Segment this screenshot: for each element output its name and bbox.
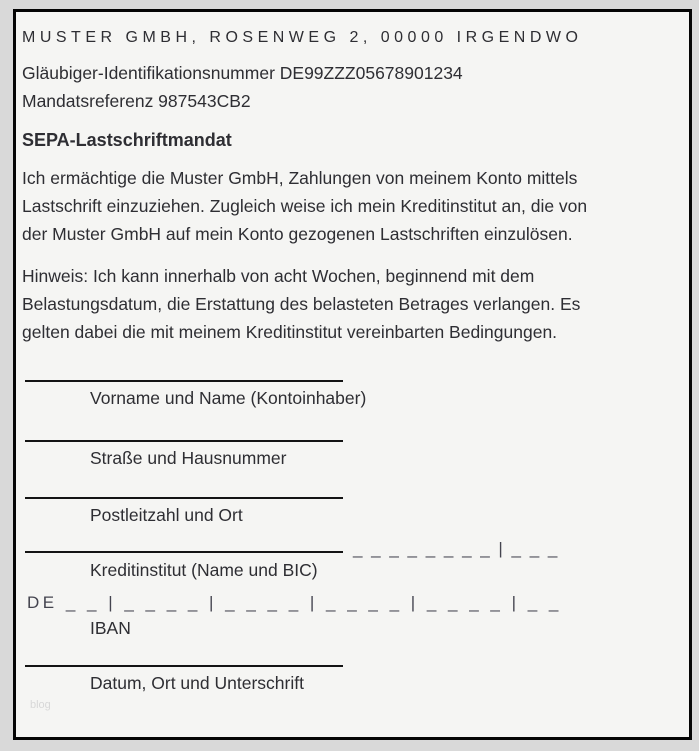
field-account-holder: [22, 380, 671, 412]
document-title: SEPA-Lastschriftmandat: [22, 130, 232, 150]
creditor-id-line: Gläubiger-Identifikationsnummer DE99ZZZ05678901234: [22, 63, 463, 83]
text-line: Lastschrift einzuziehen. Zugleich weise ich mein Kreditinstitut an, die von: [22, 196, 588, 216]
fill-in-line: [25, 380, 343, 382]
field-iban: [22, 591, 671, 641]
fill-in-line: [25, 665, 343, 667]
watermark: blog: [30, 699, 51, 711]
text-line: Ich ermächtige die Muster GmbH, Zahlungen von meinem Konto mittels: [22, 168, 578, 188]
fill-in-line: [25, 551, 343, 553]
text-line: der Muster GmbH auf mein Konto gezogenen Lastschriften einzulösen.: [22, 224, 573, 244]
creditor-address-line: MUSTER GMBH, ROSENWEG 2, 00000 IRGENDWO: [22, 29, 583, 46]
field-label-bank: Kreditinstitut (Name und BIC): [90, 560, 318, 580]
bic-mask: _ _ _ _ _ _ _ _ | _ _ _: [353, 539, 560, 558]
field-label-iban: IBAN: [90, 618, 131, 638]
text-line: Hinweis: Ich kann innerhalb von acht Wochen, beginnend mit dem: [22, 266, 535, 286]
field-label-signature: Datum, Ort und Unterschrift: [90, 673, 304, 693]
field-label-city: Postleitzahl und Ort: [90, 505, 243, 525]
text-line: Belastungsdatum, die Erstattung des belasteten Betrages verlangen. Es: [22, 294, 581, 314]
authorization-paragraph: [22, 164, 671, 248]
mandate-document: [13, 9, 692, 740]
mandate-info-block: [22, 59, 671, 115]
iban-mask: DE _ _ | _ _ _ _ | _ _ _ _ | _ _ _ _ | _ _ _ _ | _ _: [27, 593, 562, 612]
fill-in-line: [25, 440, 343, 442]
field-signature: [22, 665, 671, 697]
field-street: [22, 440, 671, 472]
field-city: [22, 497, 671, 529]
field-bank: [22, 539, 671, 584]
field-label-street: Straße und Hausnummer: [90, 448, 287, 468]
fill-in-line: [25, 497, 343, 499]
notice-paragraph: [22, 262, 671, 346]
field-label-account-holder: Vorname und Name (Kontoinhaber): [90, 388, 367, 408]
mandate-reference-line: Mandatsreferenz 987543CB2: [22, 91, 251, 111]
text-line: gelten dabei die mit meinem Kreditinstitut vereinbarten Bedingungen.: [22, 322, 558, 342]
